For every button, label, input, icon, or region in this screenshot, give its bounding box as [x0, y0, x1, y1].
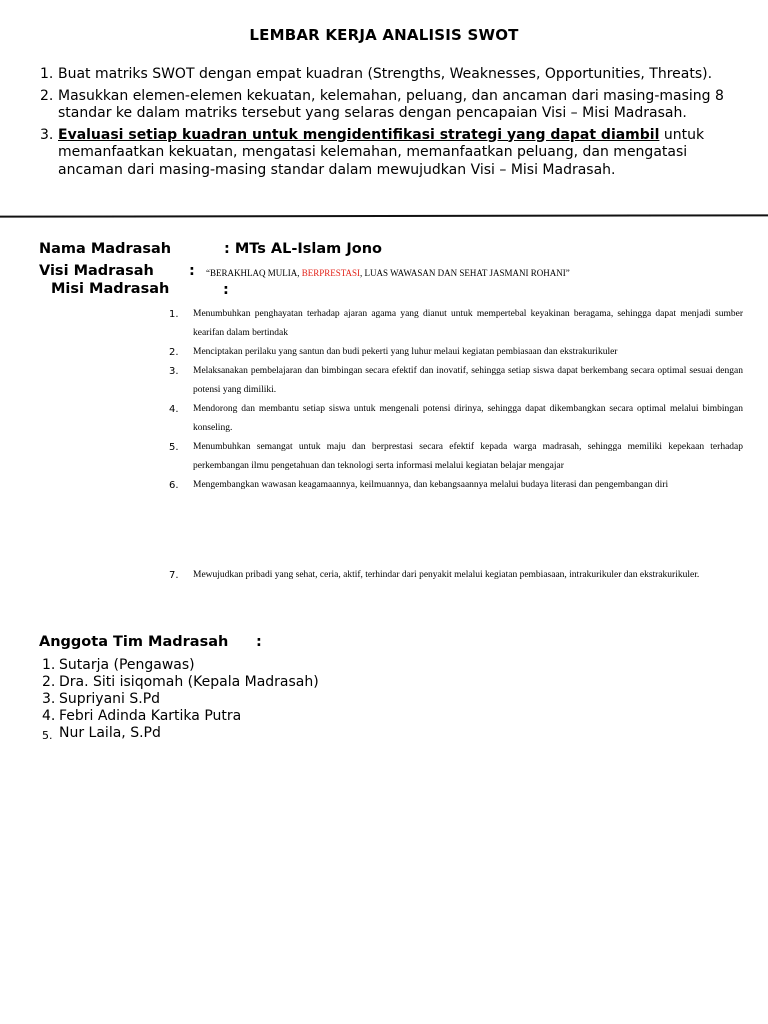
anggota-colon: :: [256, 634, 262, 650]
misi-text: Menciptakan perilaku yang santun dan budi pekerti yang luhur melaui kegiatan pembiasaan dan ekstrakurikuler: [193, 347, 618, 357]
visi-madrasah-label: Visi Madrasah: [39, 263, 154, 279]
instruction-number: 3.: [40, 126, 54, 143]
team-member-number: 4.: [42, 708, 56, 724]
nama-madrasah-label: Nama Madrasah: [39, 241, 172, 257]
instruction-item: [40, 66, 748, 84]
team-member: [42, 725, 319, 744]
divider-line: [0, 214, 768, 217]
instruction-text: untuk memanfaatkan kekuatan, mengatasi kelemahan, memanfaatkan peluang, dan mengatasi ancaman dari masing-masing standar dalam mewujudkan Visi – Misi Madrasah.: [58, 126, 705, 178]
misi-number: 5.: [169, 442, 179, 453]
instruction-number: 1.: [40, 66, 54, 82]
misi-item: [164, 362, 743, 400]
team-member: [42, 708, 319, 725]
visi-text: [206, 268, 570, 278]
misi-number: 3.: [169, 366, 179, 377]
misi-number: 4.: [169, 404, 179, 415]
instruction-item: [40, 127, 748, 180]
instruction-item: [40, 88, 748, 123]
instruction-text-wrapper: [58, 127, 748, 180]
team-member-number: 2.: [42, 674, 56, 690]
team-member: [42, 657, 319, 674]
team-member-list: [42, 657, 319, 744]
team-member-number: 3.: [42, 691, 56, 707]
team-member-name: Febri Adinda Kartika Putra: [59, 708, 242, 724]
misi-number: 6.: [169, 480, 179, 491]
misi-item: [164, 400, 743, 438]
misi-text: Mendorong dan membantu setiap siswa untuk mengenali potensi dirinya, sehingga dapat dikembangkan secara optimal melalui bimbingan konseling.: [193, 404, 743, 433]
misi-text: Mewujudkan pribadi yang sehat, ceria, aktif, terhindar dari penyakit melalui kegiatan pembiasaan, intrakurikuler dan ekstrakurikuler.: [193, 570, 700, 580]
nama-madrasah-value: : MTs AL-Islam Jono: [224, 241, 382, 257]
visi-text-part1: “BERAKHLAQ MULIA,: [206, 268, 302, 278]
team-member-number: 5.: [42, 729, 53, 742]
visi-colon: :: [189, 263, 195, 279]
team-member: [42, 691, 319, 708]
misi-list: [164, 305, 743, 585]
anggota-tim-label: Anggota Tim Madrasah: [39, 634, 229, 650]
misi-item: [164, 305, 743, 343]
team-member: [42, 674, 319, 691]
misi-colon: :: [223, 282, 229, 298]
misi-text: Mengembangkan wawasan keagamaannya, keilmuannya, dan kebangsaannya melalui budaya literasi dan pengembangan diri: [193, 480, 669, 490]
misi-number: 7.: [169, 570, 179, 581]
team-member-name: Nur Laila, S.Pd: [59, 725, 161, 741]
instruction-emphasis: Evaluasi setiap kuadran untuk mengidentifikasi strategi yang dapat diambil: [58, 126, 660, 143]
misi-text: Menumbuhkan semangat untuk maju dan berprestasi secara efektif kepada warga madrasah, sehingga memiliki kepekaan terhadap perkembangan ilmu pengetahuan dan teknologi serta informasi melalui kegiatan belajar mengajar: [193, 442, 743, 471]
page-title: LEMBAR KERJA ANALISIS SWOT: [249, 26, 519, 44]
misi-item: [164, 476, 743, 495]
misi-item: [164, 343, 743, 362]
misi-text: Melaksanakan pembelajaran dan bimbingan secara efektif dan inovatif, sehingga setiap siswa dapat berkembang secara optimal sesuai dengan potensi yang dimiliki.: [193, 366, 743, 395]
instruction-text: Masukkan elemen-elemen kekuatan, kelemahan, peluang, dan ancaman dari masing-masing 8 standar ke dalam matriks tersebut yang selaras dengan pencapaian Visi – Misi Madrasah.: [58, 87, 724, 121]
visi-highlight: BERPRESTASI: [301, 268, 361, 278]
visi-text-part2: , LUAS WAWASAN DAN SEHAT JASMANI ROHANI”: [360, 268, 570, 278]
misi-number: 2.: [169, 347, 179, 358]
team-member-name: Dra. Siti isiqomah (Kepala Madrasah): [59, 674, 319, 690]
team-member-name: Sutarja (Pengawas): [59, 657, 195, 673]
instruction-text: Buat matriks SWOT dengan empat kuadran (Strengths, Weaknesses, Opportunities, Threats).: [58, 66, 713, 82]
misi-item: [164, 566, 743, 585]
misi-number: 1.: [169, 309, 179, 320]
misi-text: Menumbuhkan penghayatan terhadap ajaran agama yang dianut untuk mempertebal keyakinan beragama, sehingga dapat menjadi sumber kearifan dalam bertindak: [193, 309, 743, 338]
misi-madrasah-label: Misi Madrasah: [51, 281, 170, 297]
team-member-number: 1.: [42, 657, 56, 673]
misi-item: [164, 438, 743, 476]
team-member-name: Supriyani S.Pd: [59, 691, 161, 707]
instruction-list: [40, 66, 748, 183]
instruction-number: 2.: [40, 87, 54, 104]
